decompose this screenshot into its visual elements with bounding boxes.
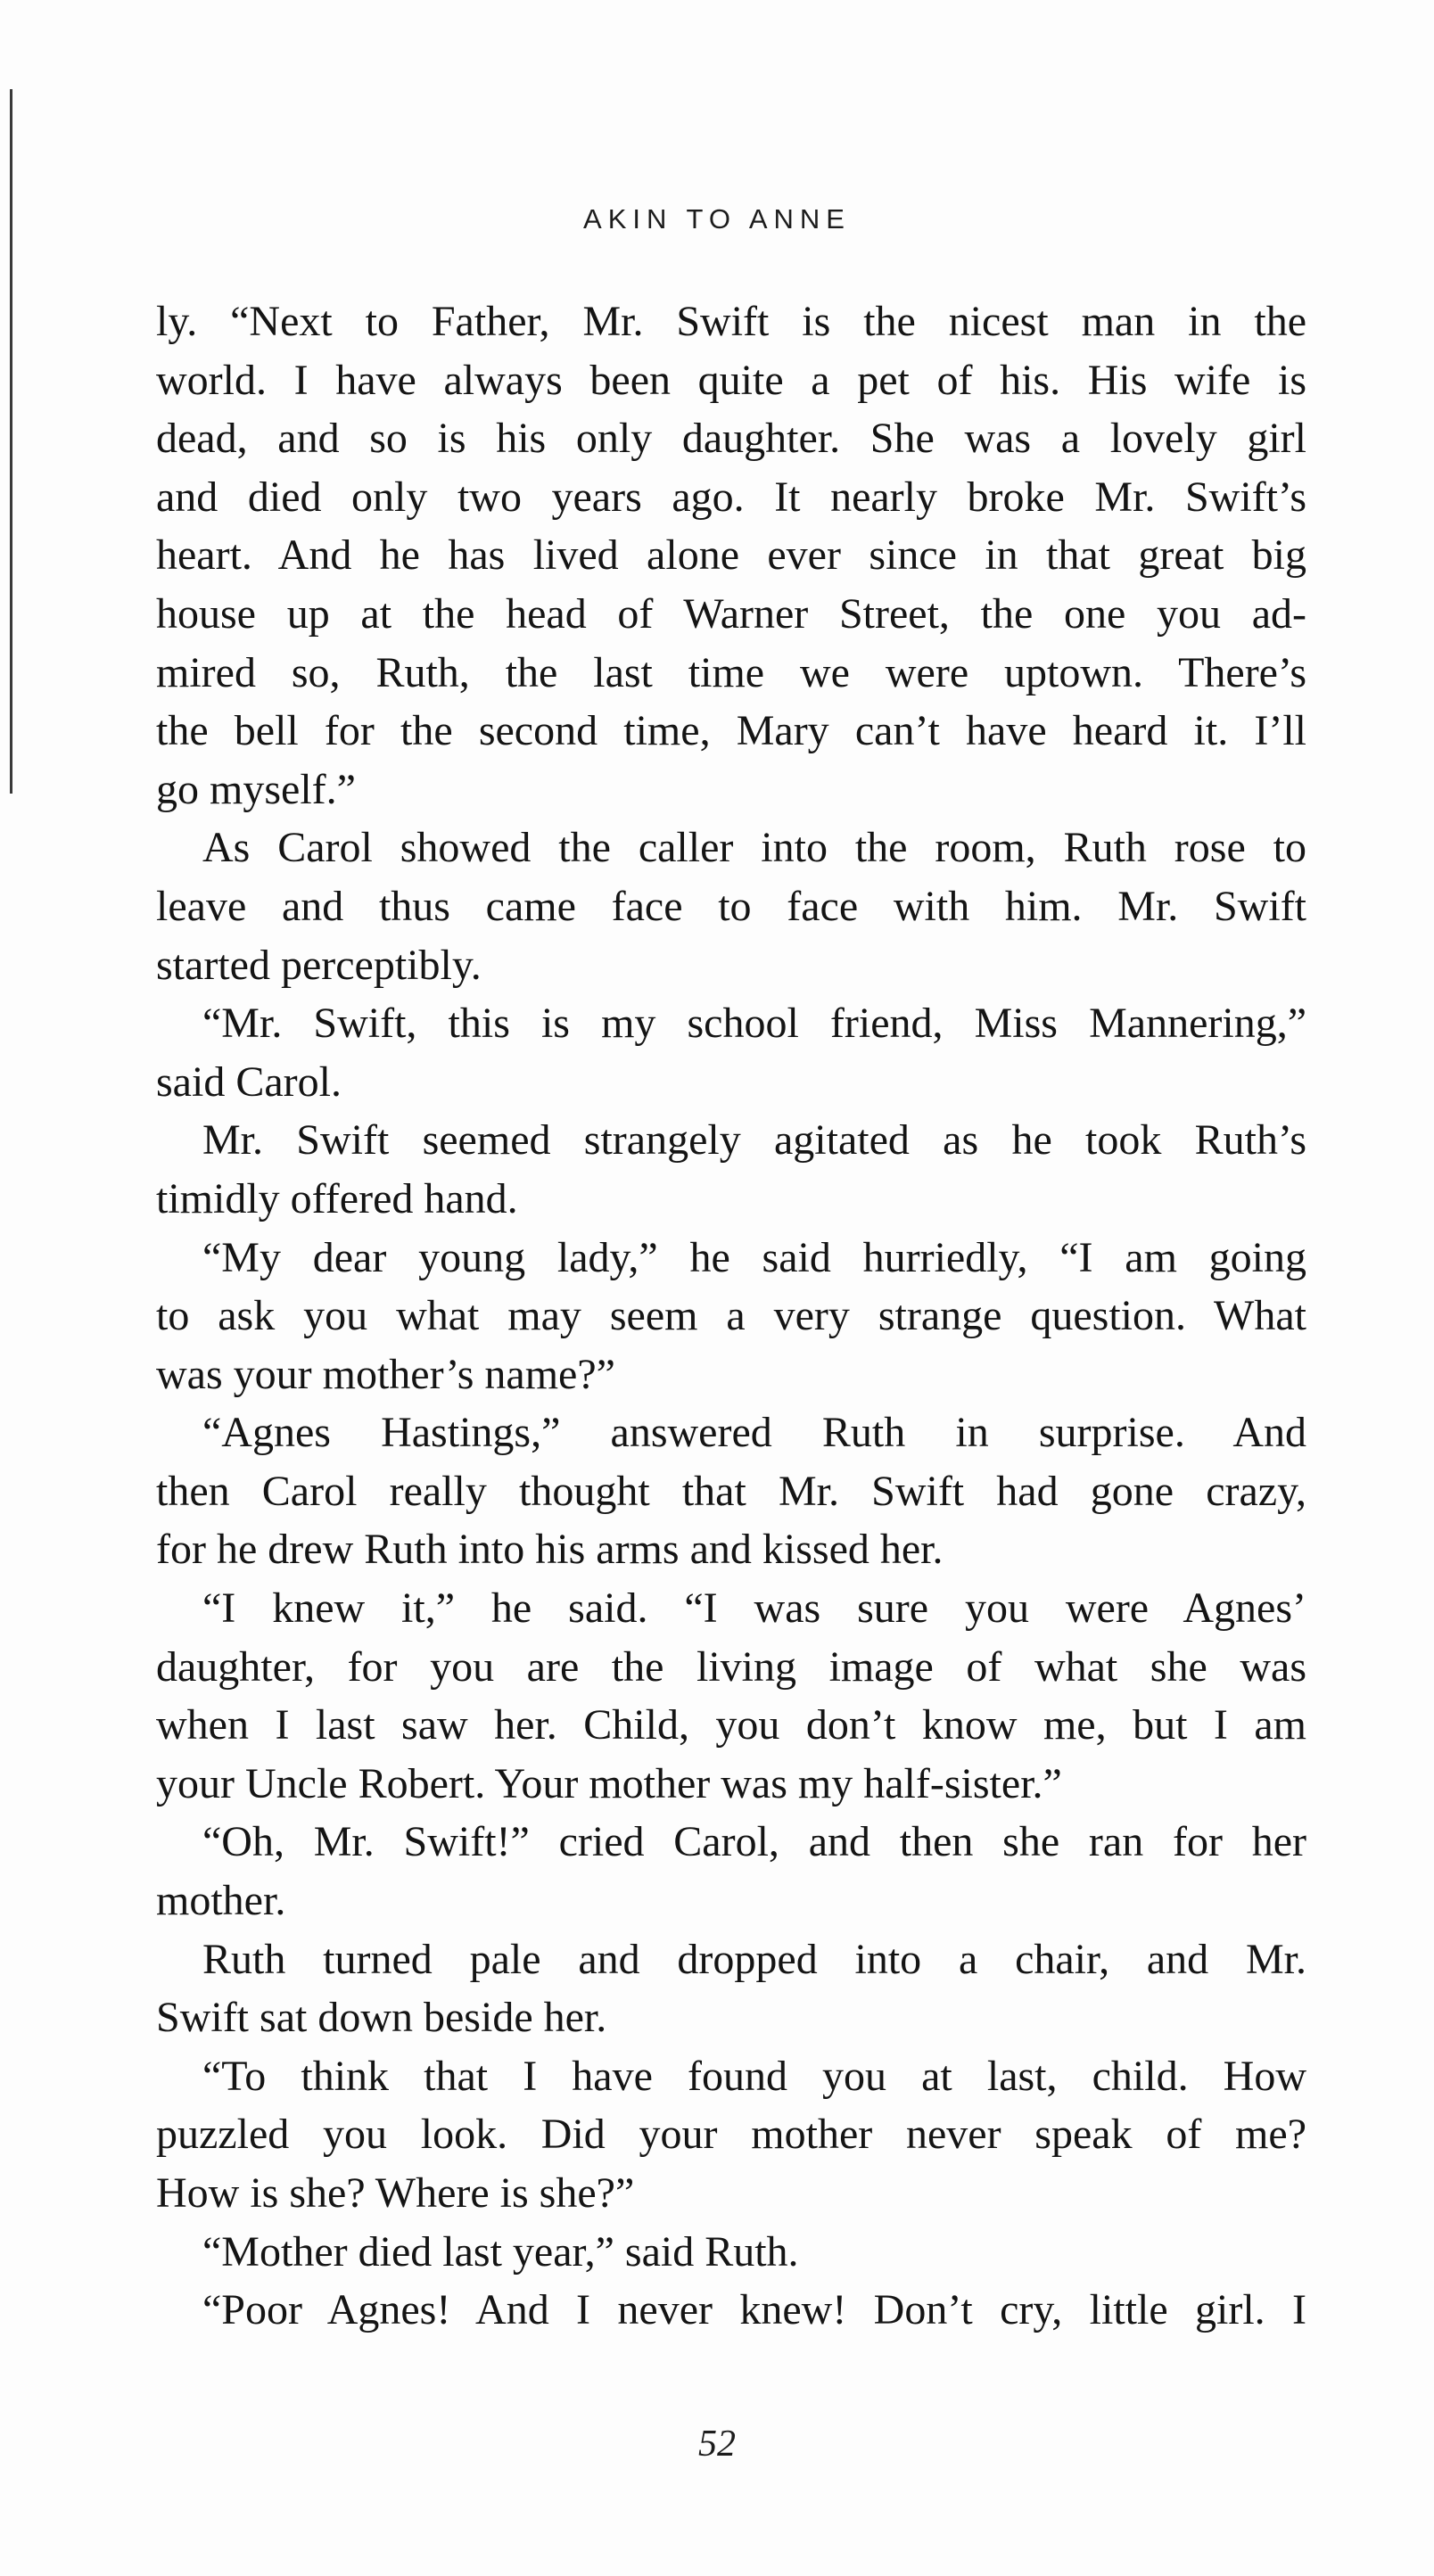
- text-line: world. I have always been quite a pet of his. His wife is: [156, 356, 1306, 404]
- text-line: leave and thus came face to face with him. Mr. Swift: [156, 882, 1306, 930]
- text-line: daughter, for you are the living image of what she was: [156, 1642, 1306, 1691]
- text-line: puzzled you look. Did your mother never speak of me?: [156, 2111, 1306, 2159]
- text-line-last: Swift sat down beside her.: [156, 1994, 607, 2042]
- body-text: [156, 292, 1306, 2340]
- text-line: ly. “Next to Father, Mr. Swift is the nicest man in the: [156, 298, 1306, 345]
- text-line: “To think that I have found you at last, child. How: [202, 2052, 1306, 2100]
- text-line: As Carol showed the caller into the room, Ruth rose to: [202, 824, 1306, 872]
- text-line: when I last saw her. Child, you don’t know me, but I am: [156, 1701, 1306, 1749]
- text-line-last: your Uncle Robert. Your mother was my half-sister.”: [156, 1759, 1062, 1807]
- text-line-last: for he drew Ruth into his arms and kissed her.: [156, 1526, 944, 1574]
- text-line-last: “Mother died last year,” said Ruth.: [202, 2227, 799, 2276]
- text-line: “I knew it,” he said. “I was sure you were Agnes’: [202, 1584, 1306, 1633]
- text-line: “Poor Agnes! And I never knew! Don’t cry, little girl. I: [202, 2286, 1306, 2334]
- text-line-last: started perceptibly.: [156, 941, 482, 989]
- text-line: the bell for the second time, Mary can’t have heard it. I’ll: [156, 707, 1306, 755]
- text-line: and died only two years ago. It nearly broke Mr. Swift’s: [156, 473, 1306, 521]
- text-line: “Agnes Hastings,” answered Ruth in surprise. And: [202, 1409, 1306, 1457]
- running-head: AKIN TO ANNE: [583, 203, 851, 235]
- text-line-last: mother.: [156, 1877, 286, 1925]
- text-line: mired so, Ruth, the last time we were uptown. There’s: [156, 648, 1306, 696]
- page-number: 52: [698, 2424, 736, 2465]
- text-line: then Carol really thought that Mr. Swift had gone crazy,: [156, 1467, 1306, 1515]
- text-line-last: How is she? Where is she?”: [156, 2169, 635, 2217]
- text-line: Mr. Swift seemed strangely agitated as he took Ruth’s: [202, 1116, 1306, 1165]
- text-line: “Mr. Swift, this is my school friend, Miss Mannering,”: [202, 1000, 1306, 1048]
- text-line: to ask you what may seem a very strange question. What: [156, 1292, 1306, 1340]
- text-line: “Oh, Mr. Swift!” cried Carol, and then she ran for her: [202, 1818, 1306, 1866]
- text-line-last: said Carol.: [156, 1058, 342, 1106]
- text-line: Ruth turned pale and dropped into a chair, and Mr.: [202, 1935, 1306, 1983]
- text-line: house up at the head of Warner Street, the one you ad-: [156, 589, 1306, 638]
- text-line-last: go myself.”: [156, 765, 356, 813]
- binding-edge-line: [10, 89, 12, 794]
- text-line-last: was your mother’s name?”: [156, 1350, 615, 1398]
- text-line-last: timidly offered hand.: [156, 1174, 518, 1222]
- text-line: heart. And he has lived alone ever since in that great big: [156, 531, 1306, 580]
- text-line: dead, and so is his only daughter. She was a lovely girl: [156, 415, 1306, 463]
- text-line: “My dear young lady,” he said hurriedly, “I am going: [202, 1233, 1306, 1281]
